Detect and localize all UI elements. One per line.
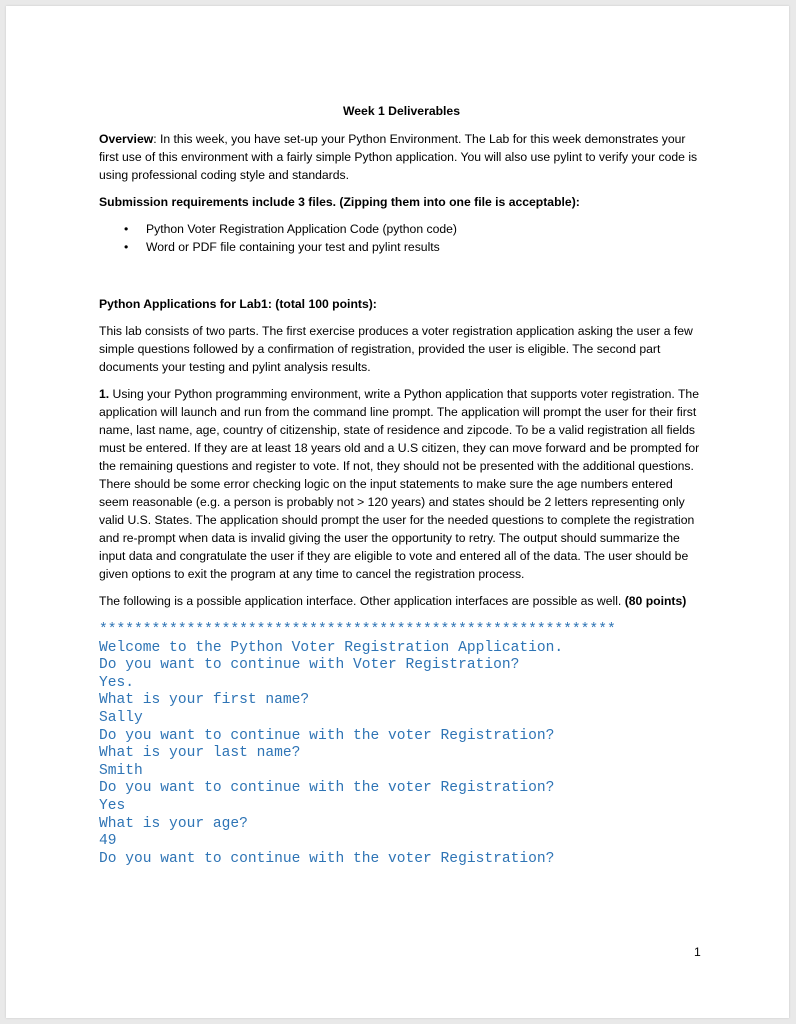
list-item-text: Word or PDF file containing your test and pylint results [146,240,440,254]
page-number: 1 [694,945,701,959]
part1-text: Using your Python programming environment, write a Python application that supports voter registration. The application will launch and run from the command line prompt. The application will prompt the user for their first name, last name, age, country of citizenship, state of residence and zipcode. To be a valid registration all fields must be entered. If they are at least 18 years old and a U.S citizen, they can move forward and be prompted for the remaining questions and register to vote. If not, they should not be presented with the additional questions. There should be some error checking logic on the input statements to make sure the age numbers entered seem reasonable (e.g. a person is probably not > 120 years) and states should be 2 letters representing only valid U.S. States. The application should prompt the user for the needed questions to complete the registration and re-prompt when data is invalid giving the user the opportunity to retry. The output should summarize the input data and congratulate the user if they are eligible to vote and entered all of the data. The user should be given options to exit the program at any time to cancel the registration process. [99,387,700,581]
list-item-text: Python Voter Registration Application Code (python code) [146,222,457,236]
console-line: Smith [99,762,143,779]
interface-paragraph [99,592,704,610]
overview-label: Overview [99,132,154,146]
list-item [99,238,704,256]
console-line: 49 [99,833,117,850]
submission-list [99,220,704,256]
console-line: Do you want to continue with the voter Registration? [99,780,555,797]
interface-points: (80 points) [624,594,687,608]
console-sample [99,622,704,868]
document-page [6,6,789,1018]
section-spacer [99,265,704,295]
console-line: What is your last name? [99,745,301,762]
console-line: What is your first name? [99,692,310,709]
part1-number: 1. [99,387,110,401]
overview-text: : In this week, you have set-up your Python Environment. The Lab for this week demonstrates your first use of this environment with a fairly simple Python application. You will also use pylint to verify your code is using professional coding style and standards. [99,132,698,182]
console-line: Do you want to continue with the voter Registration? [99,850,555,867]
console-line: Yes [99,797,126,814]
console-line: Welcome to the Python Voter Registration Application. [99,639,564,656]
console-line: Do you want to continue with Voter Registration? [99,657,520,674]
overview-paragraph [99,130,704,184]
console-line: Sally [99,709,143,726]
submission-heading: Submission requirements include 3 files. (Zipping them into one file is acceptable): [99,195,580,209]
applications-heading: Python Applications for Lab1: (total 100 points): [99,297,377,311]
list-item [99,220,704,238]
part1-paragraph [99,385,704,583]
console-line: What is your age? [99,815,248,832]
bullet-icon: • [124,240,129,254]
document-title: Week 1 Deliverables [343,104,460,118]
intro-paragraph: This lab consists of two parts. The first exercise produces a voter registration application asking the user a few simple questions followed by a confirmation of registration, provided the user is eligible. The second part documents your testing and pylint analysis results. [99,324,693,374]
console-line: Do you want to continue with the voter Registration? [99,727,555,744]
console-line: *********************************************************** [99,622,616,638]
bullet-icon: • [124,222,129,236]
console-line: Yes. [99,674,135,691]
interface-text: The following is a possible application interface. Other application interfaces are possible as well. [99,594,625,608]
document-content [99,102,704,868]
